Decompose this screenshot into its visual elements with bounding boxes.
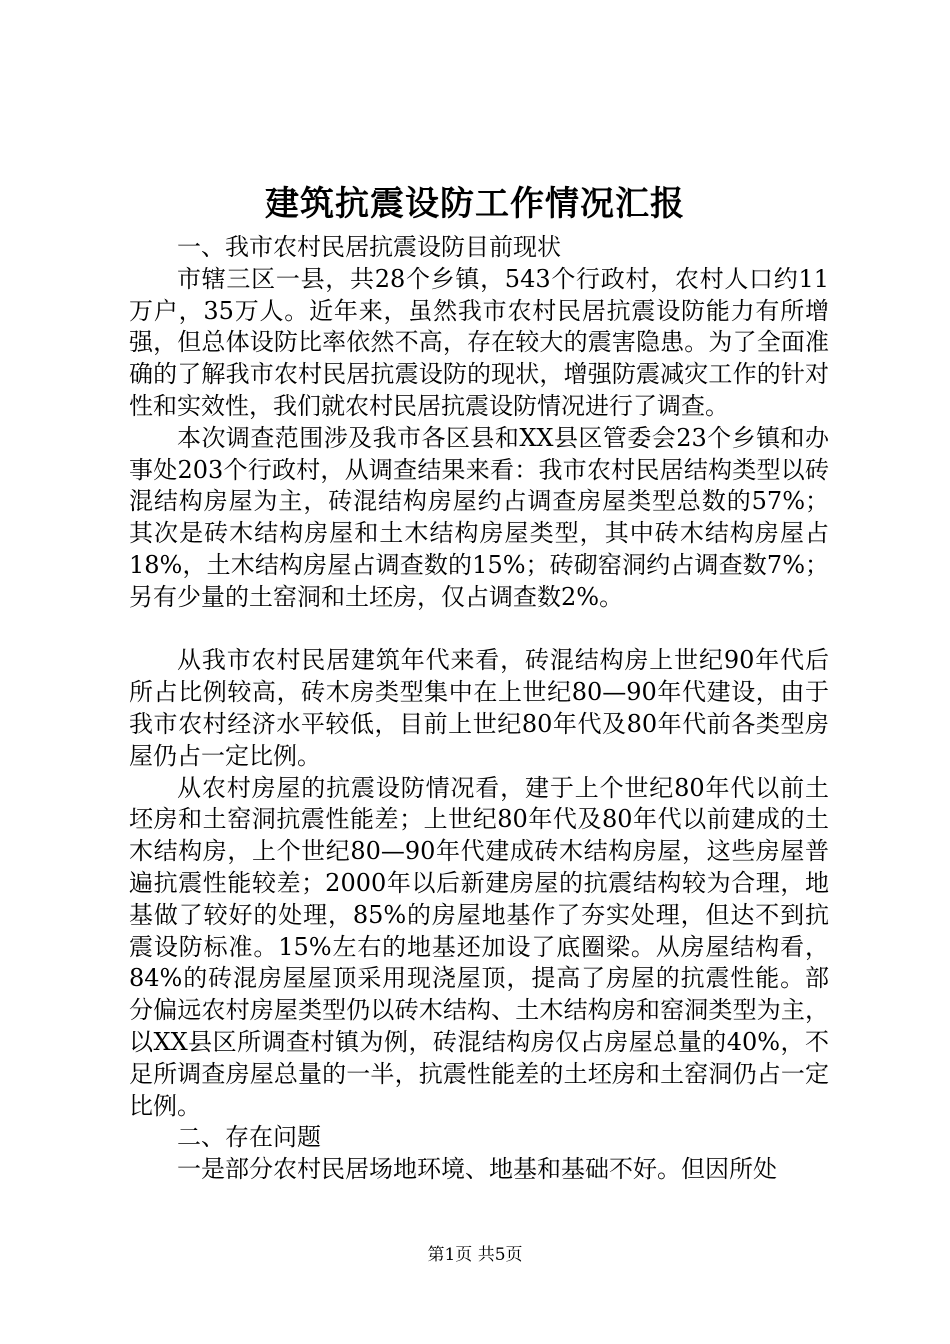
paragraph-problem-one: 一是部分农村民居场地环境、地基和基础不好。但因所处 [177, 1155, 777, 1184]
document-title: 建筑抗震设防工作情况汇报 [265, 184, 685, 224]
paragraph-building-age: 从我市农村民居建筑年代来看，砖混结构房上世纪90年代后所占比例较高，砖木房类型集中在上世纪80—90年代建设，由于我市农村经济水平较低，目前上世纪80年代及80年代前各类型房屋仍占一定比例。 [129, 646, 829, 770]
section-heading-problems: 二、存在问题 [177, 1123, 321, 1152]
page-footer: 第1页 共5页 [427, 1245, 523, 1265]
section-heading-current-status: 一、我市农村民居抗震设防目前现状 [177, 233, 561, 261]
paragraph-overview: 市辖三区一县，共28个乡镇，543个行政村，农村人口约11万户，35万人。近年来，虽然我市农村民居抗震设防能力有所增强，但总体设防比率依然不高，存在较大的震害隐患。为了全面准确的了解我市农村民居抗震设防的现状，增强防震减灾工作的针对性和实效性，我们就农村民居抗震设防情况进行了调查。 [129, 264, 829, 420]
paragraph-survey-scope: 本次调查范围涉及我市各区县和XX县区管委会23个乡镇和办事处203个行政村，从调查结果来看：我市农村民居结构类型以砖混结构房屋为主，砖混结构房屋约占调查房屋类型总数的57%；其次是砖木结构房屋和土木结构房屋类型，其中砖木结构房屋占18%，土木结构房屋占调查数的15%；砖砌窑洞约占调查数7%；另有少量的土窑洞和土坯房，仅占调查数2%。 [129, 423, 829, 611]
document-body [129, 232, 829, 1186]
paragraph-seismic-status: 从农村房屋的抗震设防情况看，建于上个世纪80年代以前土坯房和土窑洞抗震性能差；上世纪80年代及80年代以前建成的土木结构房，上个世纪80—90年代建成砖木结构房屋，这些房屋普遍抗震性能较差；2000年以后新建房屋的抗震结构较为合理，地基做了较好的处理，85%的房屋地基作了夯实处理，但达不到抗震设防标准。15%左右的地基还加设了底圈梁。从房屋结构看，84%的砖混房屋屋顶采用现浇屋顶，提高了房屋的抗震性能。部分偏远农村房屋类型仍以砖木结构、土木结构房和窑洞类型为主，以XX县区所调查村镇为例，砖混结构房仅占房屋总量的40%，不足所调查房屋总量的一半，抗震性能差的土坯房和土窑洞仍占一定比例。 [129, 773, 829, 1120]
